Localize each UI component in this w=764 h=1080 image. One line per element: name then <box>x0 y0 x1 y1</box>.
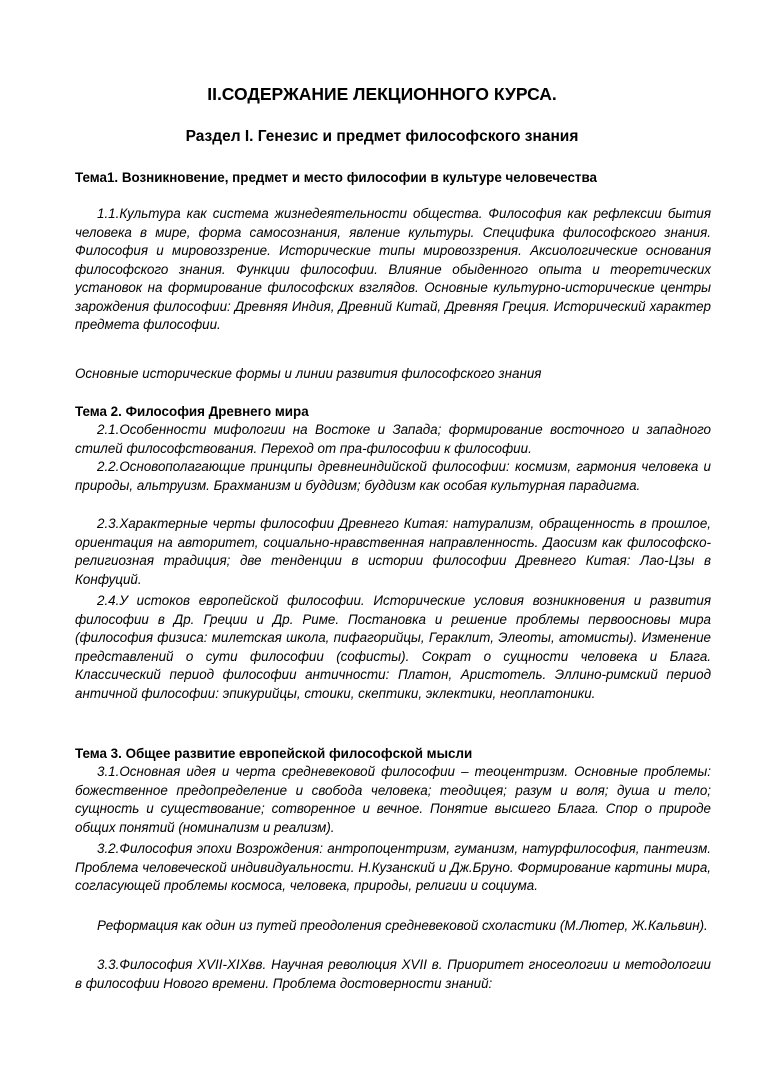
page-title: II.СОДЕРЖАНИЕ ЛЕКЦИОННОГО КУРСА. <box>207 84 557 104</box>
topic-1-heading: Тема1. Возникновение, предмет и место философии в культуре человечества <box>75 170 597 185</box>
topic-3-paragraph-3: Реформация как один из путей преодоления средневековой схоластики (М.Лютер, Ж.Кальвин). <box>97 918 708 933</box>
topic-3-paragraph-4: 3.3.Философия XVII-XIXвв. Научная революция XVII в. Приоритет гносеологии и методологии в философии Нового времени. Проблема достоверности знаний: <box>75 957 711 991</box>
topic-2-heading: Тема 2. Философия Древнего мира <box>75 404 309 419</box>
topic-2-paragraph-4: 2.4.У истоков европейской философии. Исторические условия возникновения и развития философии в Др. Греции и Др. Риме. Постановка и решение проблемы первоосновы мира (философия физиса: милетская школа, пифагорийцы, Гераклит, Элеоты, атомисты). Изменение представлений о сути философии (софисты). Сократ о сущности человека и Блага. Классический период философии античности: Платон, Аристотель. Эллино-римский период античной философии: эпикурийцы, стоики, скептики, эклектики, неоплатоники. <box>75 593 711 701</box>
topic-1-paragraph-1: 1.1.Культура как система жизнедеятельности общества. Философия как рефлексии бытия человека в мире, форма самосознания, явление культуры. Специфика философского знания. Философия и мировоззрение. Исторические типы мировоззрения. Аксиологические основания философского знания. Функции философии. Влияние обыденного опыта и теоретических установок на формирование философских взглядов. Основные культурно-исторические центры зарождения философии: Древняя Индия, Древний Китай, Древняя Греция. Исторический характер предмета философии. <box>75 206 711 332</box>
topic-2-paragraph-3: 2.3.Характерные черты философии Древнего Китая: натурализм, обращенность в прошлое, ориентация на авторитет, социально-нравственная направленность. Даосизм как философско-религиозная традиция; две тенденции в истории философии Древнего Китая: Лао-Цзы в Конфуций. <box>75 516 711 587</box>
topic-3-paragraph-1: 3.1.Основная идея и черта средневековой философии – теоцентризм. Основные проблемы: божественное предопределение и свобода человека; теодицея; разум и воля; душа и тело; сущность и существование; сотворенное и вечное. Понятие высшего Блага. Спор о природе общих понятий (номинализм и реализм). <box>75 764 711 835</box>
topic-1-paragraph-2: Основные исторические формы и линии развития философского знания <box>75 366 542 381</box>
section-heading: Раздел I. Генезис и предмет философского знания <box>185 128 579 145</box>
topic-2-paragraph-2: 2.2.Основополагающие принципы древнеиндийской философии: космизм, гармония человека и природы, альтруизм. Брахманизм и буддизм; буддизм как особая культурная парадигма. <box>75 459 711 493</box>
topic-3-paragraph-2: 3.2.Философия эпохи Возрождения: антропоцентризм, гуманизм, натурфилософия, пантеизм. Проблема человеческой индивидуальности. Н.Кузанский и Дж.Бруно. Формирование картины мира, согласующей проблемы космоса, человека, природы, религии и социума. <box>75 841 711 893</box>
topic-2-paragraph-1: 2.1.Особенности мифологии на Востоке и Запада; формирование восточного и западного стилей философствования. Переход от пра-философии к философии. <box>75 422 711 456</box>
topic-3-heading: Тема 3. Общее развитие европейской философской мысли <box>75 746 473 761</box>
